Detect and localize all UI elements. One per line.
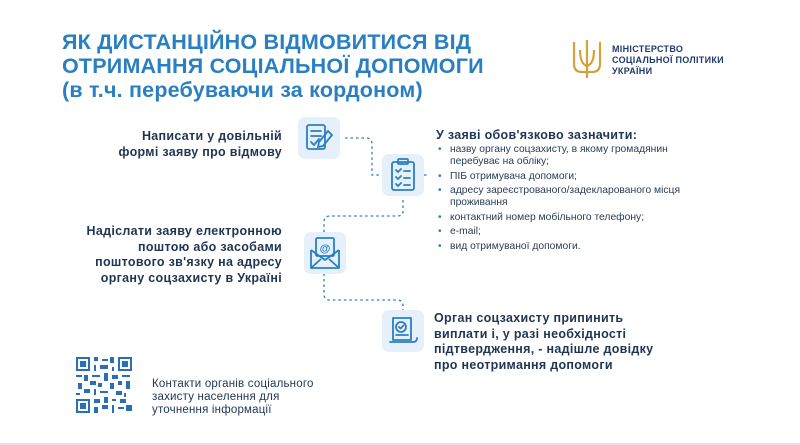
step-3-line-2: виплати і, у разі необхідності <box>434 326 627 341</box>
document-pen-icon <box>298 117 340 159</box>
step-2-line-1: Надіслати заяву електронною <box>86 224 282 238</box>
step-3-line-1: Орган соцзахисту припинить <box>434 311 624 325</box>
ministry-name-line-3: УКРАЇНИ <box>612 66 653 76</box>
checklist-icon <box>382 154 424 196</box>
contacts-line-3: уточнення інформації <box>152 404 272 416</box>
list-item: • назву органу соцзахисту, в якому громадянин перебуває на обліку; <box>436 144 686 169</box>
step-2-text <box>50 224 282 286</box>
svg-text:@: @ <box>319 243 331 255</box>
contacts-text <box>152 378 362 417</box>
email-envelope-icon <box>304 232 346 274</box>
step-2-line-3: поштового зв'язку на адресу <box>95 255 282 269</box>
step-1-line-1: Написати у довільній <box>141 129 282 143</box>
list-item: • вид отримуваної допомоги. <box>436 241 686 253</box>
step-2-line-2: поштою або засобами <box>137 239 282 254</box>
ministry-name-line-2: СОЦІАЛЬНОЇ ПОЛІТИКИ <box>612 55 724 65</box>
step-3-line-3: підтвердження, - надішле довідку <box>434 342 654 356</box>
title-line-2: ОТРИМАННЯ СОЦІАЛЬНОЇ ДОПОМОГИ <box>62 54 484 78</box>
list-item: • ПІБ отримувача допомоги; <box>436 171 686 183</box>
step-1-line-2: формі заяву про відмову <box>118 144 282 159</box>
list-item: • e-mail; <box>436 226 686 238</box>
title-line-3: (в т.ч. перебуваючи за кордоном) <box>62 78 423 102</box>
ministry-name-line-1: МІНІСТЕРСТВО <box>612 44 684 54</box>
step-2-line-4: органу соцзахисту в Україні <box>100 270 282 285</box>
contacts-line-2: захисту населення для <box>152 391 280 403</box>
step-3-line-4: про неотримання допомоги <box>434 357 613 372</box>
certificate-icon <box>382 310 424 352</box>
title-line-1: ЯК ДИСТАНЦІЙНО ВІДМОВИТИСЯ ВІД <box>62 30 472 54</box>
step-3-text <box>434 311 694 373</box>
requirements-list <box>436 144 686 255</box>
qr-code[interactable] <box>76 357 132 413</box>
contacts-line-1: Контакти органів соціального <box>152 378 314 390</box>
step-1-text <box>96 129 282 160</box>
list-item: • контактний номер мобільного телефону; <box>436 212 686 224</box>
requirements-title: У заяві обов'язково зазначити: <box>436 128 638 142</box>
list-item: • адресу зареєстрованого/задекларованого місця проживання <box>436 185 686 210</box>
